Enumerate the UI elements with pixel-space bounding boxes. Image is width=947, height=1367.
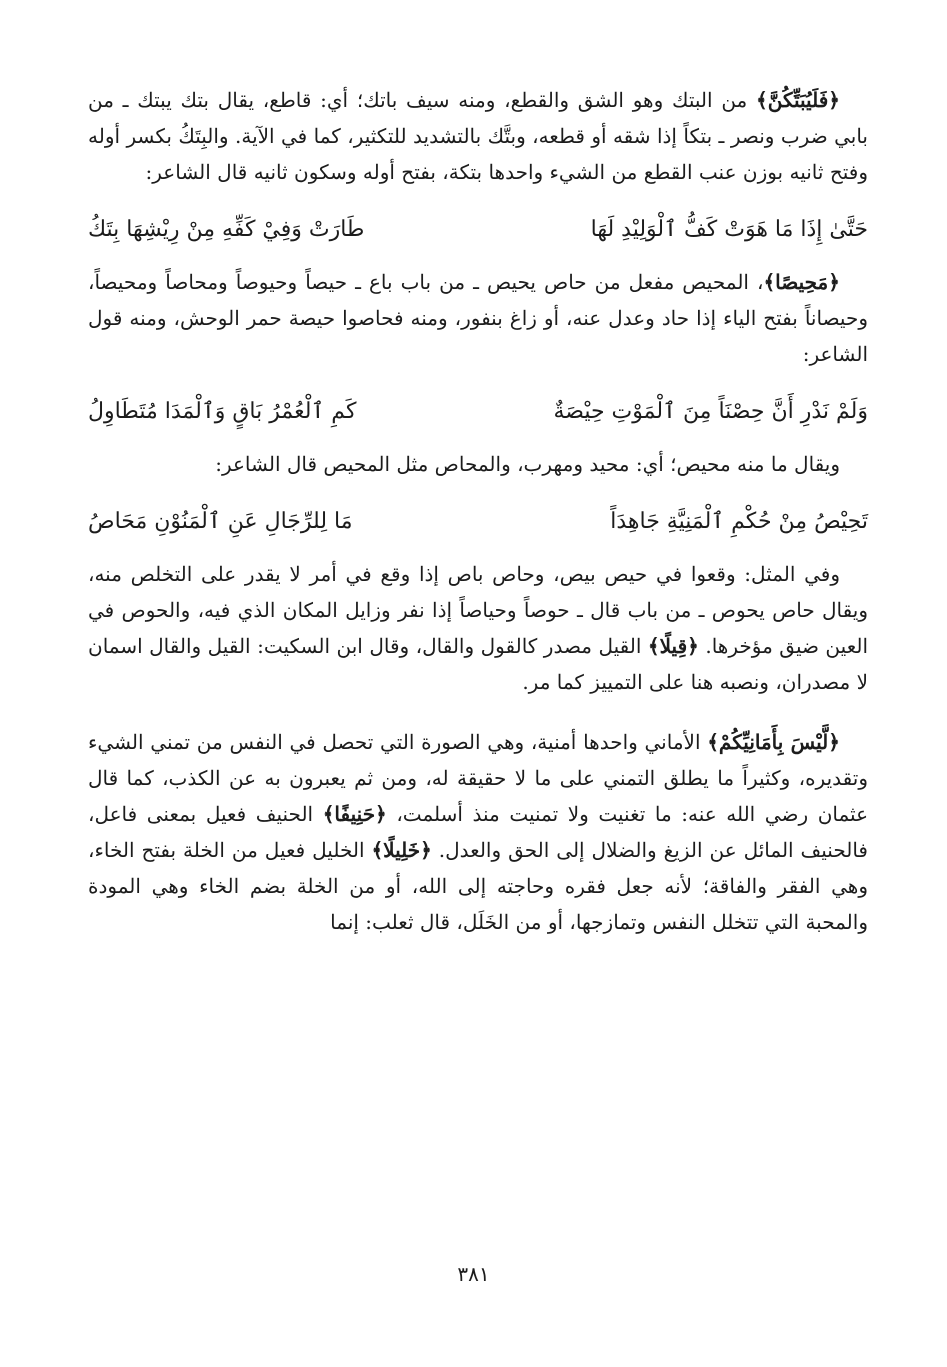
quran-word-falayubattikunna: ﴿فَلَيُبَتِّكُنَّ﴾ [756,88,840,112]
paragraph-text: ، المحيص مفعل من حاص يحيص ـ من باب باع ـ حيصاً وحيوصاً ومحاصاً ومحيصاً، وحيصاناً بفتح الياء إذا حاد وعدل عنه، أو زاغ بنفور، ومنه فحاصوا حيصة حمر الوحش، ومنه قول الشاعر: [88,270,868,366]
paragraph-text: الحنيف فعيل بمعنى فاعل، فالحنيف المائل عن الزيغ والضلال إلى الحق والعدل. [88,802,868,862]
paragraph-text: ويقال ما منه محيص؛ أي: محيد ومهرب، والمحاص مثل المحيص قال الشاعر: [215,452,840,476]
paragraph-muhas [88,446,868,482]
verse-1-second-hemistich: طَارَتْ وَفِيْ كَفِّهِ مِنْ رِيْشِهَا بِتَكُ [88,217,365,242]
paragraph-amani [88,724,868,940]
verse-2-second-hemistich: كَمِ ٱلْعُمْرُ بَاقٍ وَٱلْمَدَا مُتَطَاوِلُ [88,399,357,424]
paragraph-proverb-qil [88,556,868,700]
page-number: ٣٨١ [457,1262,490,1286]
paragraph-text: القيل مصدر كالقول والقال، وقال ابن السكيت: القيل والقال اسمان لا مصدران، ونصبه هنا على التمييز كما مر. [88,634,868,694]
paragraph-text: من البتك وهو الشق والقطع، ومنه سيف باتك؛ أي: قاطع، يقال بتك يبتك ـ من بابي ضرب ونصر ـ بتكاً إذا شقه أو قطعه، وبتَّك بالتشديد للتكثير، كما في الآية. والبِتَكُ بكسر أوله وفتح ثانيه بوزن عنب القطع من الشيء واحدها بتكة، بفتح أوله وسكون ثانيه قال الشاعر: [88,88,868,184]
poetry-verse-2 [88,392,868,432]
paragraph-gap [88,700,868,724]
paragraph-text: وفي المثل: وقعوا في حيص بيص، وحاص باص إذا وقع في أمر لا يقدر على التخلص منه، ويقال حاص يحوص ـ من باب قال ـ حوصاً وحياصاً إذا نفر وزايل المكان الذي فيه، والحوص في العين ضيق مؤخرها. [88,562,868,658]
paragraph-mahis [88,264,868,372]
verse-3-first-hemistich: تَحِيْصُ مِنْ حُكْمِ ٱلْمَنِيَّةِ جَاهِدَاً [610,509,868,534]
quran-word-mahisan: ﴿مَحِيصًا﴾ [763,270,840,294]
quran-word-qilan: ﴿قِيلًا﴾ [647,634,699,658]
poetry-verse-1 [88,210,868,250]
page-body [88,82,868,940]
verse-2-first-hemistich: وَلَمْ نَدْرِ أَنَّ حِصْنَاً مِنَ ٱلْمَوْتِ حِيْصَةٌ [553,399,868,424]
verse-3-second-hemistich: مَا لِلرِّجَالِ عَنِ ٱلْمَنُوْنِ مَحَاصُ [88,509,353,534]
verse-1-first-hemistich: حَتَّىٰ إِذَا مَا هَوَتْ كَفُّ ٱلْوَلِيْدِ لَهَا [590,217,868,242]
quran-word-laysa-biamaniyyikum: ﴿لَّيْسَ بِأَمَانِيِّكُمْ﴾ [707,730,840,754]
paragraph-batk [88,82,868,190]
poetry-verse-3 [88,502,868,542]
quran-word-khalilan: ﴿خَلِيلًا﴾ [371,838,432,862]
paragraph-text: الخليل فعيل من الخلة بفتح الخاء، وهي الفقر والفاقة؛ لأنه جعل فقره وحاجته إلى الله، أو من الخلة بضم الخاء وهي المودة والمحبة التي تتخلل النفس وتمازجها، أو من الخَلَل، قال ثعلب: إنما [88,838,868,934]
quran-word-hanifan: ﴿حَنِيفًا﴾ [322,802,387,826]
paragraph-text: الأماني واحدها أمنية، وهي الصورة التي تحصل في النفس من تمني الشيء وتقديره، وكثيراً ما يطلق التمني على ما لا حقيقة له، ومن ثم يعبرون به عن الكذب، كما قال عثمان رضي الله عنه: ما تغنيت ولا تمنيت منذ أسلمت، [88,730,869,826]
